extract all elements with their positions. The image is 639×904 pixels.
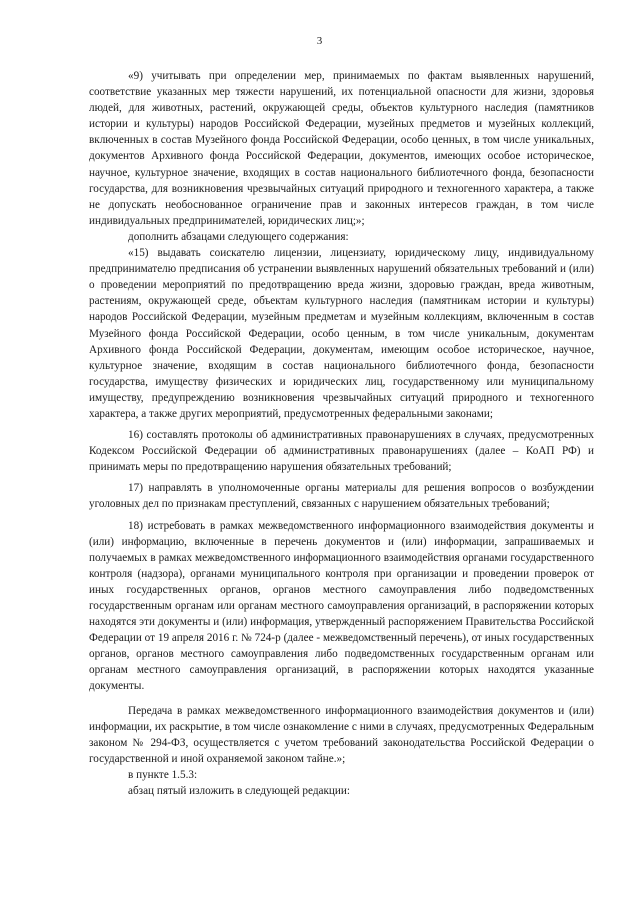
paragraph-item-15: «15) выдавать соискателю лицензии, лицензиату, юридическому лицу, индивидуальному предпринимателю предписания об устранении выявленных нарушений обязательных требований и (или) о проведении мероприятий по предотвращению вреда жизни, здоровью граждан, вреда животным, растениям, окружающей среде, объектам культурного наследия (памятникам истории и культуры) народов Российской Федерации, музейным предметам и музейным коллекциям, включенным в состав Музейного фонда Российской Федерации, особо ценным, в том числе уникальным, документам Архивного фонда Российской Федерации, документам, имеющим особое историческое, научное, культурное значение, входящим в состав национального библиотечного фонда, безопасности государства, имуществу физических и юридических лиц, государственному или муниципальному имуществу, предупреждению возникновения чрезвычайных ситуаций природного и техногенного характера, а также других мероприятий, предусмотренных федеральными законами;	[89, 247, 594, 420]
document-body	[89, 68, 594, 799]
paragraph-fifth-abzac: абзац пятый изложить в следующей редакции:	[128, 785, 350, 798]
paragraph-item-16: 16) составлять протоколы об административных правонарушениях в случаях, предусмотренных Кодексом Российской Федерации об административных правонарушениях (далее – КоАП РФ) и принимать меры по предотвращению нарушения обязательных требований;	[89, 429, 594, 474]
paragraph-item-17: 17) направлять в уполномоченные органы материалы для решения вопросов о возбуждении уголовных дел по признакам преступлений, связанных с нарушением обязательных требований;	[89, 482, 594, 511]
paragraph-transfer: Передача в рамках межведомственного информационного взаимодействия документов и (или) информации, их раскрытие, в том числе ознакомление с ними в случаях, предусмотренных Федеральным законом № 294-ФЗ, осуществляется с учетом требований законодательства Российской Федерации о государственной и иной охраняемой законом тайне.»;	[89, 704, 594, 765]
paragraph-clause-ref: в пункте 1.5.3:	[128, 768, 198, 781]
paragraph-supplement-intro: дополнить абзацами следующего содержания:	[128, 230, 349, 243]
paragraph-item-9: «9) учитывать при определении мер, принимаемых по фактам выявленных нарушений, соответствие указанных мер тяжести нарушений, их потенциальной опасности для жизни, здоровья людей, для животных, растений, окружающей среды, объектов культурного наследия (памятников истории и культуры) народов Российской Федерации, музейных предметов и музейных коллекций, включенных в состав Музейного фонда Российской Федерации, особо ценных, в том числе уникальных, документов Архивного фонда Российской Федерации, документов, имеющих особое историческое, научное, культурное значение, входящих в состав национального библиотечного фонда, безопасности государства, для возникновения чрезвычайных ситуаций природного и техногенного характера, а также не допускать необоснованное ограничение прав и законных интересов граждан, в том числе индивидуальных предпринимателей, юридических лиц;»;	[89, 70, 594, 227]
paragraph-item-18: 18) истребовать в рамках межведомственного информационного взаимодействия документы и (или) информацию, включенные в перечень документов и (или) информации, запрашиваемых и получаемых в рамках межведомственного информационного взаимодействия органами государственного контроля (надзора), органами муниципального контроля при организации и проведении проверок от иных государственных органов, органов местного самоуправления либо подведомственных государственным органам или органам местного самоуправления организаций, в распоряжении которых находятся эти документы и (или) информация, утвержденный распоряжением Правительства Российской Федерации от 19 апреля 2016 г. № 724-р (далее - межведомственный перечень), от иных государственных органов, органов местного самоуправления либо подведомственных государственным органам или органам местного самоуправления организаций, в распоряжении которых находятся указанные документы.	[89, 519, 594, 693]
page-number: 3	[316, 35, 323, 47]
